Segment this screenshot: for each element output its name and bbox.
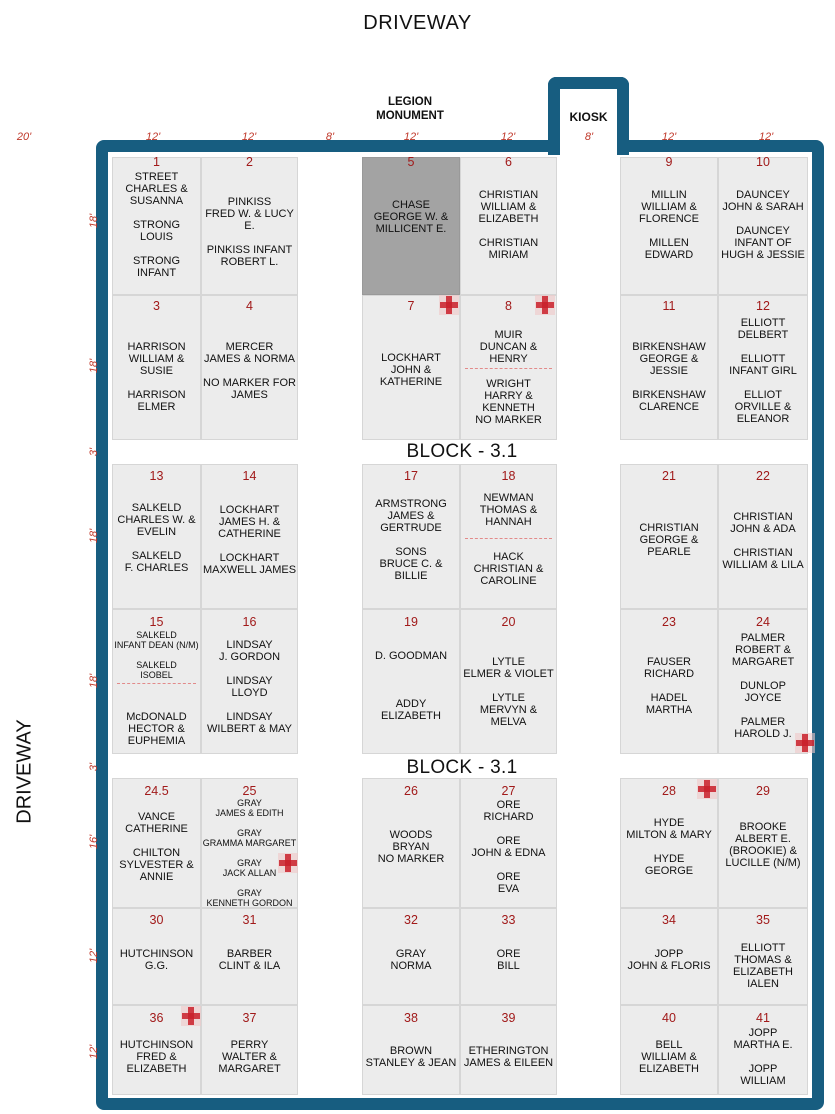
plot-occupants: ORE RICHARD ORE JOHN & EDNA ORE EVA	[471, 799, 546, 895]
plot-number: 40	[662, 1011, 676, 1025]
dimension-side-label: 18'	[88, 358, 100, 374]
block-label: BLOCK - 3.1	[406, 441, 518, 462]
dimension-side-label: 12'	[88, 1044, 100, 1060]
plot-37	[201, 1005, 298, 1095]
plot-number: 8	[505, 299, 512, 313]
plot-23	[620, 609, 718, 754]
dimension-top-label: 12'	[145, 131, 161, 143]
plot-occupants: ELLIOTT DELBERT ELLIOTT INFANT GIRL ELLIOT ORVILLE & ELEANOR	[729, 317, 797, 425]
block-label: BLOCK - 3.1	[406, 757, 518, 778]
legion-monument-label: LEGION MONUMENT	[376, 96, 444, 122]
grave-cross-icon	[535, 295, 555, 315]
kiosk-label: KIOSK	[569, 110, 608, 124]
plot-occupants: LOCKHART JOHN & KATHERINE	[379, 352, 443, 388]
plot-number: 34	[662, 913, 676, 927]
plot-occupants: WOODS BRYAN NO MARKER	[377, 829, 445, 865]
plot-1	[112, 157, 201, 295]
plot-occupants: ELLIOTT THOMAS & ELIZABETH IALEN	[733, 942, 793, 990]
plot-number: 24.5	[144, 784, 169, 798]
plot-occupants: SALKELD INFANT DEAN (N/M) SALKELD ISOBEL	[114, 630, 199, 680]
plot-number: 15	[149, 615, 164, 629]
plot-32	[362, 908, 460, 1005]
plot-3	[112, 295, 201, 440]
dimension-top-label: 12'	[500, 131, 516, 143]
plot-divider	[465, 368, 552, 369]
plot-number: 14	[242, 469, 257, 483]
dimension-top-label: 12'	[241, 131, 257, 143]
plot-14	[201, 464, 298, 609]
grave-cross-icon	[181, 1006, 201, 1026]
plot-number: 16	[242, 615, 257, 629]
plot-19	[362, 609, 460, 754]
plot-21	[620, 464, 718, 609]
plot-occupants: DAUNCEY JOHN & SARAH DAUNCEY INFANT OF HUGH & JESSIE	[721, 189, 805, 261]
grave-cross-icon	[795, 733, 815, 753]
grave-cross-icon	[439, 295, 459, 315]
plot-occupants: BARBER CLINT & ILA	[218, 948, 281, 972]
plot-occupants: GRAY NORMA	[390, 948, 432, 972]
plot-occupants: CHASE GEORGE W. & MILLICENT E.	[373, 199, 449, 235]
plot-number: 36	[149, 1011, 164, 1025]
plot-number: 39	[501, 1011, 516, 1025]
plot-38	[362, 1005, 460, 1095]
plot-26	[362, 778, 460, 908]
plot-occupants: CHRISTIAN WILLIAM & ELIZABETH CHRISTIAN MIRIAM	[478, 189, 539, 261]
plot-4	[201, 295, 298, 440]
plot-number: 4	[246, 299, 253, 313]
plot-occupants: ARMSTRONG JAMES & GERTRUDE SONS BRUCE C. & BILLIE	[375, 498, 447, 582]
plot-occupants: LYTLE ELMER & VIOLET LYTLE MERVYN & MELVA	[463, 656, 554, 728]
plot-34	[620, 908, 718, 1005]
plot-9	[620, 157, 718, 295]
plot-occupants: MERCER JAMES & NORMA NO MARKER FOR JAMES	[203, 341, 296, 401]
driveway-left-label: DRIVEWAY	[13, 719, 36, 824]
plot-occupants: McDONALD HECTOR & EUPHEMIA	[126, 711, 187, 747]
grave-cross-icon	[697, 779, 717, 799]
plot-10	[718, 157, 808, 295]
dimension-side-label: 3'	[88, 762, 100, 772]
plot-number: 26	[404, 784, 418, 798]
plot-occupants: HARRISON WILLIAM & SUSIE HARRISON ELMER	[127, 341, 186, 413]
plot-occupants: NEWMAN THOMAS & HANNAH	[479, 492, 538, 528]
plot-occupants: LINDSAY J. GORDON LINDSAY LLOYD LINDSAY WILBERT & MAY	[207, 639, 292, 735]
dimension-top-label: 8'	[584, 131, 594, 143]
driveway-top-label: DRIVEWAY	[363, 12, 472, 34]
plot-41	[718, 1005, 808, 1095]
plot-occupants: PINKISS FRED W. & LUCY E. PINKISS INFANT ROBERT L.	[205, 196, 294, 268]
plot-27	[460, 778, 557, 908]
plot-occupants: BIRKENSHAW GEORGE & JESSIE BIRKENSHAW CLARENCE	[632, 341, 706, 413]
plot-number: 35	[756, 913, 770, 927]
plot-30	[112, 908, 201, 1005]
plot-number: 19	[404, 615, 418, 629]
plot-40	[620, 1005, 718, 1095]
plot-2	[201, 157, 298, 295]
plot-39	[460, 1005, 557, 1095]
plot-number: 41	[756, 1011, 770, 1025]
plot-number: 23	[662, 615, 676, 629]
grave-cross-icon	[278, 853, 298, 873]
plot-12	[718, 295, 808, 440]
plot-occupants: PERRY WALTER & MARGARET	[218, 1039, 281, 1075]
plot-number: 21	[662, 469, 676, 483]
plot-number: 12	[756, 299, 770, 313]
plot-occupants: BROOKE ALBERT E. (BROOKIE) & LUCILLE (N/M)	[725, 821, 801, 869]
plot-number: 5	[407, 155, 415, 169]
plot-16	[201, 609, 298, 754]
plot-number: 7	[407, 299, 415, 313]
plot-occupants: VANCE CATHERINE CHILTON SYLVESTER & ANNIE	[119, 811, 194, 883]
plot-22	[718, 464, 808, 609]
plot-number: 24	[756, 615, 770, 629]
plot-number: 30	[149, 913, 164, 927]
plot-15	[112, 609, 201, 754]
plot-number: 20	[501, 615, 516, 629]
plot-number: 18	[501, 469, 516, 483]
plot-occupants: LOCKHART JAMES H. & CATHERINE LOCKHART MAXWELL JAMES	[202, 504, 297, 576]
plot-31	[201, 908, 298, 1005]
plot-occupants: BROWN STANLEY & JEAN	[365, 1045, 457, 1069]
plot-20	[460, 609, 557, 754]
plot-number: 2	[246, 155, 253, 169]
plot-occupants: HUTCHINSON G.G.	[119, 948, 194, 972]
dimension-side-label: 18'	[88, 213, 100, 229]
plot-occupants: CHRISTIAN GEORGE & PEARLE	[639, 522, 699, 558]
plot-occupants: PALMER ROBERT & MARGARET DUNLOP JOYCE PALMER HAROLD J.	[731, 632, 795, 740]
plot-occupants: HYDE MILTON & MARY HYDE GEORGE	[626, 817, 712, 877]
plot-29	[718, 778, 808, 908]
plot-occupants: HACK CHRISTIAN & CAROLINE	[473, 551, 544, 587]
plot-occupants: SALKELD CHARLES W. & EVELIN SALKELD F. CHARLES	[117, 502, 196, 574]
plot-number: 28	[662, 784, 676, 798]
plot-occupants: MUIR DUNCAN & HENRY	[479, 329, 538, 365]
dimension-top-label: 12'	[403, 131, 419, 143]
plot-occupants: BELL WILLIAM & ELIZABETH	[639, 1039, 699, 1075]
plot-number: 22	[756, 469, 770, 483]
plot-13	[112, 464, 201, 609]
plot-25	[201, 778, 298, 908]
plot-occupants: HUTCHINSON FRED & ELIZABETH	[119, 1039, 194, 1075]
plot-5	[362, 157, 460, 295]
plot-8	[460, 295, 557, 440]
plot-number: 11	[662, 299, 676, 313]
plot-6	[460, 157, 557, 295]
plot-number: 1	[153, 155, 160, 169]
plot-number: 9	[665, 155, 673, 169]
plot-occupants: FAUSER RICHARD HADEL MARTHA	[643, 656, 695, 716]
dimension-top-label: 12'	[661, 131, 677, 143]
plot-number: 37	[242, 1011, 257, 1025]
dimension-top-label: 8'	[325, 131, 335, 143]
dimension-side-label: 3'	[88, 447, 100, 457]
plot-18	[460, 464, 557, 609]
dimension-top-label: 20'	[16, 131, 32, 143]
plot-number: 10	[756, 155, 770, 169]
plot-number: 27	[501, 784, 516, 798]
plot-number: 17	[404, 469, 418, 483]
plot-occupants: ETHERINGTON JAMES & EILEEN	[463, 1045, 554, 1069]
plot-11	[620, 295, 718, 440]
plot-24-5	[112, 778, 201, 908]
plot-occupants: MILLIN WILLIAM & FLORENCE MILLEN EDWARD	[639, 189, 699, 261]
plot-occupants: STREET CHARLES & SUSANNA STRONG LOUIS STRONG INFANT	[125, 171, 188, 279]
plot-divider	[117, 683, 196, 684]
plot-occupants: CHRISTIAN JOHN & ADA CHRISTIAN WILLIAM & LILA	[722, 511, 804, 571]
plot-occupants: JOPP JOHN & FLORIS	[627, 948, 711, 972]
plot-number: 33	[501, 913, 516, 927]
plot-number: 38	[404, 1011, 418, 1025]
dimension-top-label: 12'	[758, 131, 774, 143]
plot-17	[362, 464, 460, 609]
dimension-side-label: 18'	[88, 673, 100, 689]
dimension-side-label: 18'	[88, 528, 100, 544]
plot-occupants: JOPP MARTHA E. JOPP WILLIAM	[733, 1027, 793, 1087]
dimension-side-label: 16'	[88, 834, 100, 850]
plot-number: 25	[242, 784, 257, 798]
plot-number: 13	[149, 469, 164, 483]
plot-number: 29	[756, 784, 770, 798]
plot-occupants: WRIGHT HARRY & KENNETH NO MARKER	[475, 378, 542, 426]
plot-occupants: GRAY JAMES & EDITH GRAY GRAMMA MARGARET GRAY JACK ALLAN GRAY KENNETH GORDON	[202, 798, 297, 908]
plot-number: 6	[505, 155, 512, 169]
plot-occupants: ORE BILL	[496, 948, 521, 972]
plot-33	[460, 908, 557, 1005]
plot-number: 32	[404, 913, 418, 927]
plot-number: 3	[153, 299, 160, 313]
plot-divider	[465, 538, 552, 539]
plot-number: 31	[242, 913, 257, 927]
plot-occupants: D. GOODMAN ADDY ELIZABETH	[374, 650, 448, 722]
plot-35	[718, 908, 808, 1005]
plot-7	[362, 295, 460, 440]
dimension-side-label: 12'	[88, 948, 100, 964]
